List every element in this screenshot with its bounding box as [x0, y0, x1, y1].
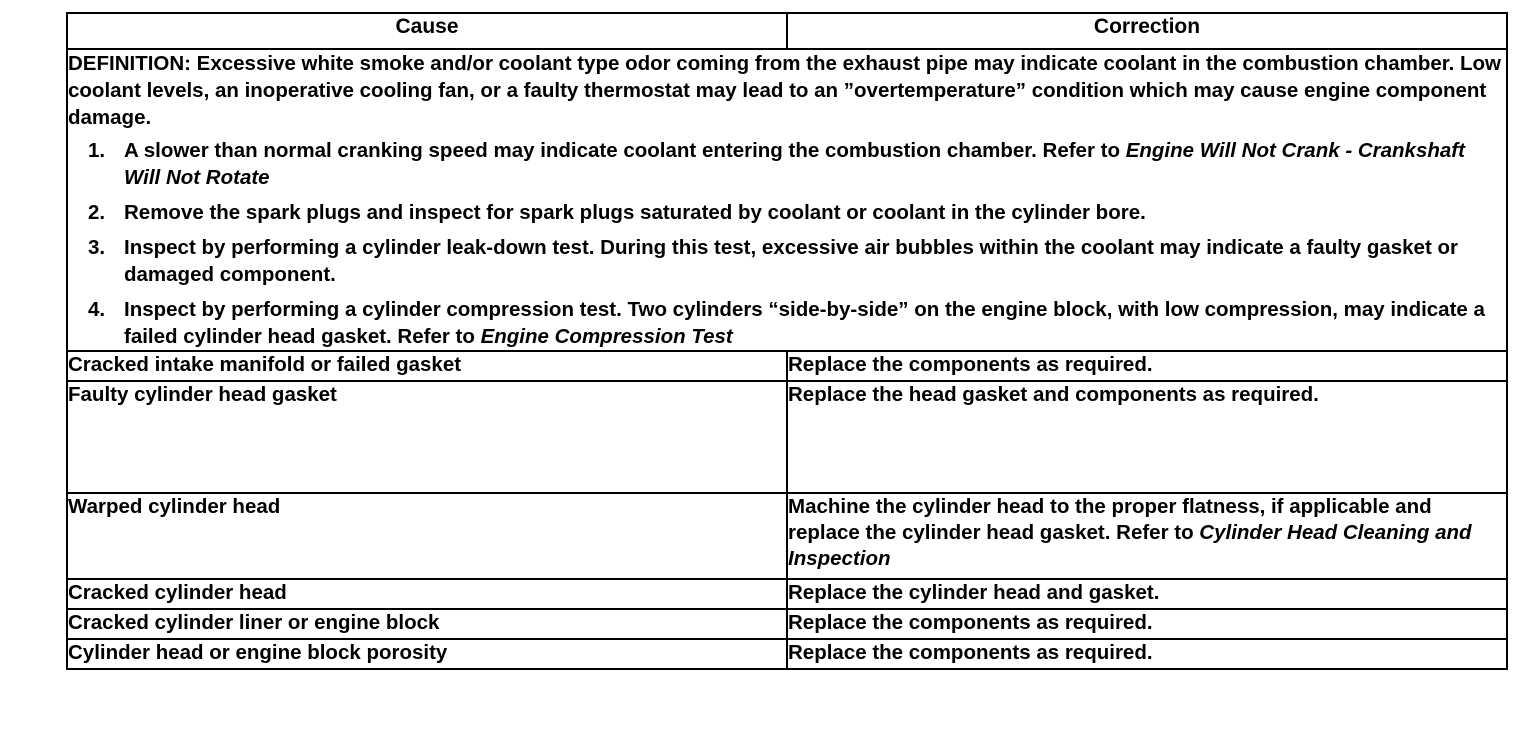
- diagnostic-steps: [68, 137, 1506, 350]
- correction-text: Machine the cylinder head to the proper flatness, if applicable and replace the cylinder head gasket. Refer to: [788, 495, 1432, 544]
- step-item: [68, 199, 1506, 226]
- correction-text: Replace the components as required.: [788, 353, 1153, 376]
- table-row: [67, 579, 1507, 609]
- correction-text: Replace the components as required.: [788, 641, 1153, 664]
- correction-cell: [787, 493, 1507, 579]
- step-text: Remove the spark plugs and inspect for spark plugs saturated by coolant or coolant in the cylinder bore.: [124, 201, 1146, 224]
- cause-cell: Warped cylinder head: [67, 493, 787, 579]
- table-row: [67, 351, 1507, 381]
- cause-column-header: Cause: [67, 13, 787, 49]
- table-row: [67, 381, 1507, 493]
- step-number: 2.: [88, 201, 106, 224]
- step-number: 3.: [88, 236, 106, 259]
- table-row: [67, 493, 1507, 579]
- cause-cell: Cracked cylinder head: [67, 579, 787, 609]
- correction-cell: [787, 609, 1507, 639]
- step-reference: Engine Compression Test: [480, 325, 733, 348]
- step-text: Inspect by performing a cylinder compression test. Two cylinders “side-by-side” on the engine block, with low compression, may indicate a failed cylinder head gasket. Refer to: [124, 298, 1485, 348]
- step-text: A slower than normal cranking speed may indicate coolant entering the combustion chamber. Refer to: [124, 139, 1126, 162]
- cause-cell: Faulty cylinder head gasket: [67, 381, 787, 493]
- cause-cell: Cracked cylinder liner or engine block: [67, 609, 787, 639]
- step-number: 1.: [88, 139, 106, 162]
- correction-text: Replace the cylinder head and gasket.: [788, 581, 1160, 604]
- cause-cell: Cracked intake manifold or failed gasket: [67, 351, 787, 381]
- definition-cell: [67, 49, 1507, 351]
- step-text: Inspect by performing a cylinder leak-down test. During this test, excessive air bubbles within the coolant may indicate a faulty gasket or damaged component.: [124, 236, 1458, 286]
- table-row: [67, 609, 1507, 639]
- diagnostic-document: [66, 12, 1506, 670]
- table-row: [67, 639, 1507, 669]
- definition-text: DEFINITION: Excessive white smoke and/or coolant type odor coming from the exhaust pipe may indicate coolant in the combustion chamber. Low coolant levels, an inoperative cooling fan, or a faulty thermostat may lead to an ”overtemperature” condition which may cause engine component damage.: [68, 52, 1501, 129]
- definition-row: [67, 49, 1507, 351]
- table-header-row: [67, 13, 1507, 49]
- cause-cell: Cylinder head or engine block porosity: [67, 639, 787, 669]
- correction-cell: [787, 351, 1507, 381]
- correction-cell: [787, 639, 1507, 669]
- correction-cell: [787, 579, 1507, 609]
- step-reference: Engine Will Not Crank - Crankshaft Will Not Rotate: [124, 139, 1465, 189]
- step-number: 4.: [88, 298, 106, 321]
- correction-column-header: Correction: [787, 13, 1507, 49]
- step-item: [68, 234, 1506, 288]
- correction-reference: Cylinder Head Cleaning and Inspection: [788, 521, 1472, 570]
- diagnostic-table: [66, 12, 1508, 670]
- correction-text: Replace the components as required.: [788, 611, 1153, 634]
- correction-text: Replace the head gasket and components as required.: [788, 383, 1319, 406]
- step-item: [68, 137, 1506, 191]
- correction-cell: [787, 381, 1507, 493]
- step-item: [68, 296, 1506, 350]
